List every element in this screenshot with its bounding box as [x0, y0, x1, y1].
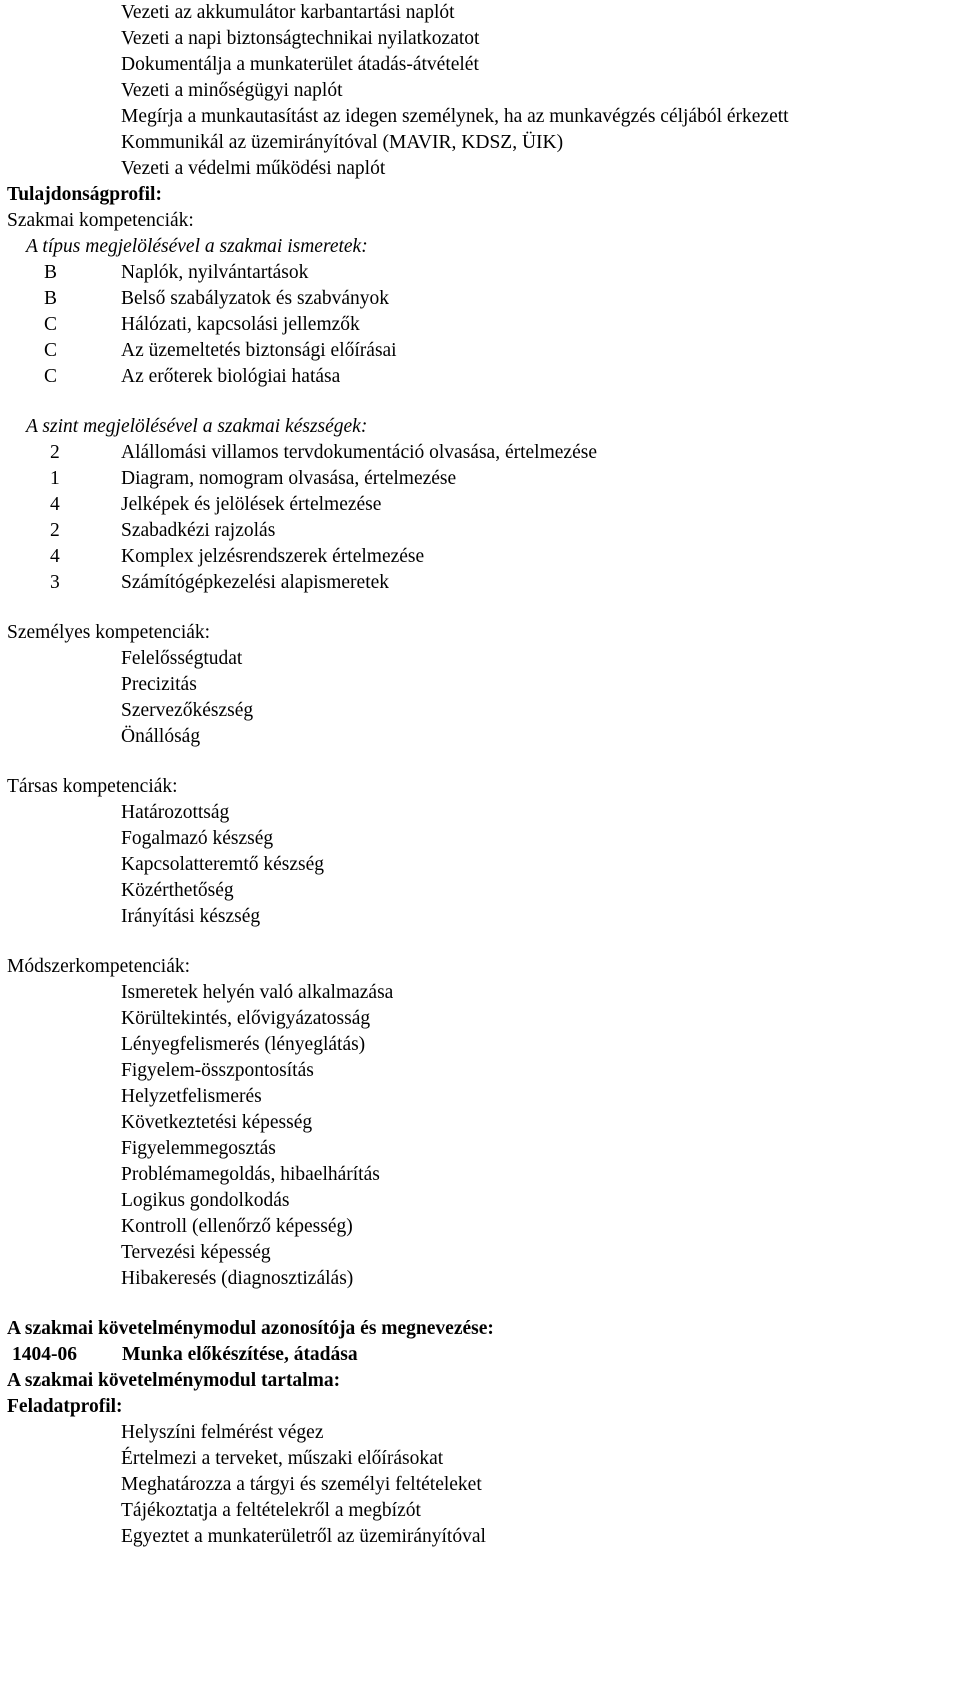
skill-level: 4 — [50, 546, 60, 567]
list-item: Helyzetfelismerés — [121, 1086, 262, 1107]
knowledge-type: C — [44, 366, 58, 387]
list-item: Megírja a munkautasítást az idegen személynek, ha az munkavégzés céljából érkezett — [121, 106, 789, 127]
skill-text: Diagram, nomogram olvasása, értelmezése — [121, 468, 457, 489]
list-item: Figyelemmegosztás — [121, 1138, 276, 1159]
list-item: Lényegfelismerés (lényeglátás) — [121, 1034, 366, 1055]
list-item: Problémamegoldás, hibaelhárítás — [121, 1164, 380, 1185]
skill-text: Alállomási villamos tervdokumentáció olvasása, értelmezése — [121, 442, 597, 463]
skill-level: 3 — [50, 572, 60, 593]
knowledge-text: Az erőterek biológiai hatása — [121, 366, 341, 387]
list-item: Vezeti az akkumulátor karbantartási naplót — [121, 2, 455, 23]
profile-title: Tulajdonságprofil: — [7, 184, 162, 205]
skill-level: 2 — [50, 442, 60, 463]
list-item: Precizitás — [121, 674, 197, 695]
list-item: Tervezési képesség — [121, 1242, 271, 1263]
task-profile-list — [0, 1420, 960, 1550]
list-item: Következtetési képesség — [121, 1112, 313, 1133]
social-list — [0, 800, 960, 930]
list-item: Kapcsolatteremtő készség — [121, 854, 325, 875]
knowledge-type: C — [44, 314, 58, 335]
method-list — [0, 980, 960, 1292]
list-item — [0, 338, 960, 364]
intro-task-list — [0, 0, 960, 182]
list-item: Határozottság — [121, 802, 230, 823]
list-item — [0, 544, 960, 570]
professional-competencies-heading: Szakmai kompetenciák: — [7, 210, 194, 231]
personal-competencies-heading: Személyes kompetenciák: — [7, 622, 211, 643]
list-item: Irányítási készség — [121, 906, 261, 927]
module-name: Munka előkészítése, átadása — [122, 1344, 358, 1365]
list-item: Értelmezi a terveket, műszaki előírásokat — [121, 1448, 444, 1469]
list-item: Vezeti a minőségügyi naplót — [121, 80, 343, 101]
list-item: Hibakeresés (diagnosztizálás) — [121, 1268, 354, 1289]
list-item: Ismeretek helyén való alkalmazása — [121, 982, 394, 1003]
skill-level: 2 — [50, 520, 60, 541]
list-item: Felelősségtudat — [121, 648, 243, 669]
list-item: Vezeti a védelmi működési naplót — [121, 158, 386, 179]
skill-text: Jelképek és jelölések értelmezése — [121, 494, 382, 515]
list-item: Tájékoztatja a feltételekről a megbízót — [121, 1500, 421, 1521]
skills-list — [0, 440, 960, 596]
knowledge-text: Naplók, nyilvántartások — [121, 262, 309, 283]
method-competencies-heading: Módszerkompetenciák: — [7, 956, 191, 977]
list-item: Dokumentálja a munkaterület átadás-átvételét — [121, 54, 479, 75]
list-item: Szervezőkészség — [121, 700, 254, 721]
list-item — [0, 364, 960, 390]
skills-heading: A szint megjelölésével a szakmai készségek: — [26, 416, 368, 437]
list-item — [0, 260, 960, 286]
skill-level: 1 — [50, 468, 60, 489]
knowledge-text: Hálózati, kapcsolási jellemzők — [121, 314, 360, 335]
list-item: Kontroll (ellenőrző képesség) — [121, 1216, 353, 1237]
list-item: Önállóság — [121, 726, 201, 747]
list-item — [0, 440, 960, 466]
list-item — [0, 518, 960, 544]
knowledge-type: B — [44, 288, 58, 309]
skill-text: Komplex jelzésrendszerek értelmezése — [121, 546, 425, 567]
skill-level: 4 — [50, 494, 60, 515]
list-item — [0, 570, 960, 596]
list-item: Figyelem-összpontosítás — [121, 1060, 314, 1081]
knowledge-heading: A típus megjelölésével a szakmai ismeretek: — [26, 236, 368, 257]
list-item: Logikus gondolkodás — [121, 1190, 290, 1211]
module-id-row — [0, 1342, 960, 1368]
personal-list — [0, 646, 960, 750]
knowledge-text: Az üzemeltetés biztonsági előírásai — [121, 340, 397, 361]
list-item: Meghatározza a tárgyi és személyi feltételeket — [121, 1474, 482, 1495]
skill-text: Számítógépkezelési alapismeretek — [121, 572, 390, 593]
knowledge-type: B — [44, 262, 58, 283]
knowledge-text: Belső szabályzatok és szabványok — [121, 288, 390, 309]
list-item — [0, 312, 960, 338]
knowledge-list — [0, 260, 960, 390]
list-item: Közérthetőség — [121, 880, 234, 901]
list-item: Vezeti a napi biztonságtechnikai nyilatkozatot — [121, 28, 480, 49]
list-item: Fogalmazó készség — [121, 828, 274, 849]
module-id: 1404-06 — [12, 1344, 77, 1365]
list-item: Helyszíni felmérést végez — [121, 1422, 324, 1443]
module-content-heading: A szakmai követelménymodul tartalma: — [7, 1370, 341, 1391]
task-profile-heading: Feladatprofil: — [7, 1396, 123, 1417]
list-item: Egyeztet a munkaterületről az üzemirányítóval — [121, 1526, 486, 1547]
list-item — [0, 286, 960, 312]
knowledge-type: C — [44, 340, 58, 361]
list-item: Kommunikál az üzemirányítóval (MAVIR, KDSZ, ÜIK) — [121, 132, 564, 153]
module-id-heading: A szakmai követelménymodul azonosítója és megnevezése: — [7, 1318, 494, 1339]
list-item — [0, 466, 960, 492]
list-item — [0, 492, 960, 518]
social-competencies-heading: Társas kompetenciák: — [7, 776, 178, 797]
list-item: Körültekintés, elővigyázatosság — [121, 1008, 371, 1029]
skill-text: Szabadkézi rajzolás — [121, 520, 276, 541]
